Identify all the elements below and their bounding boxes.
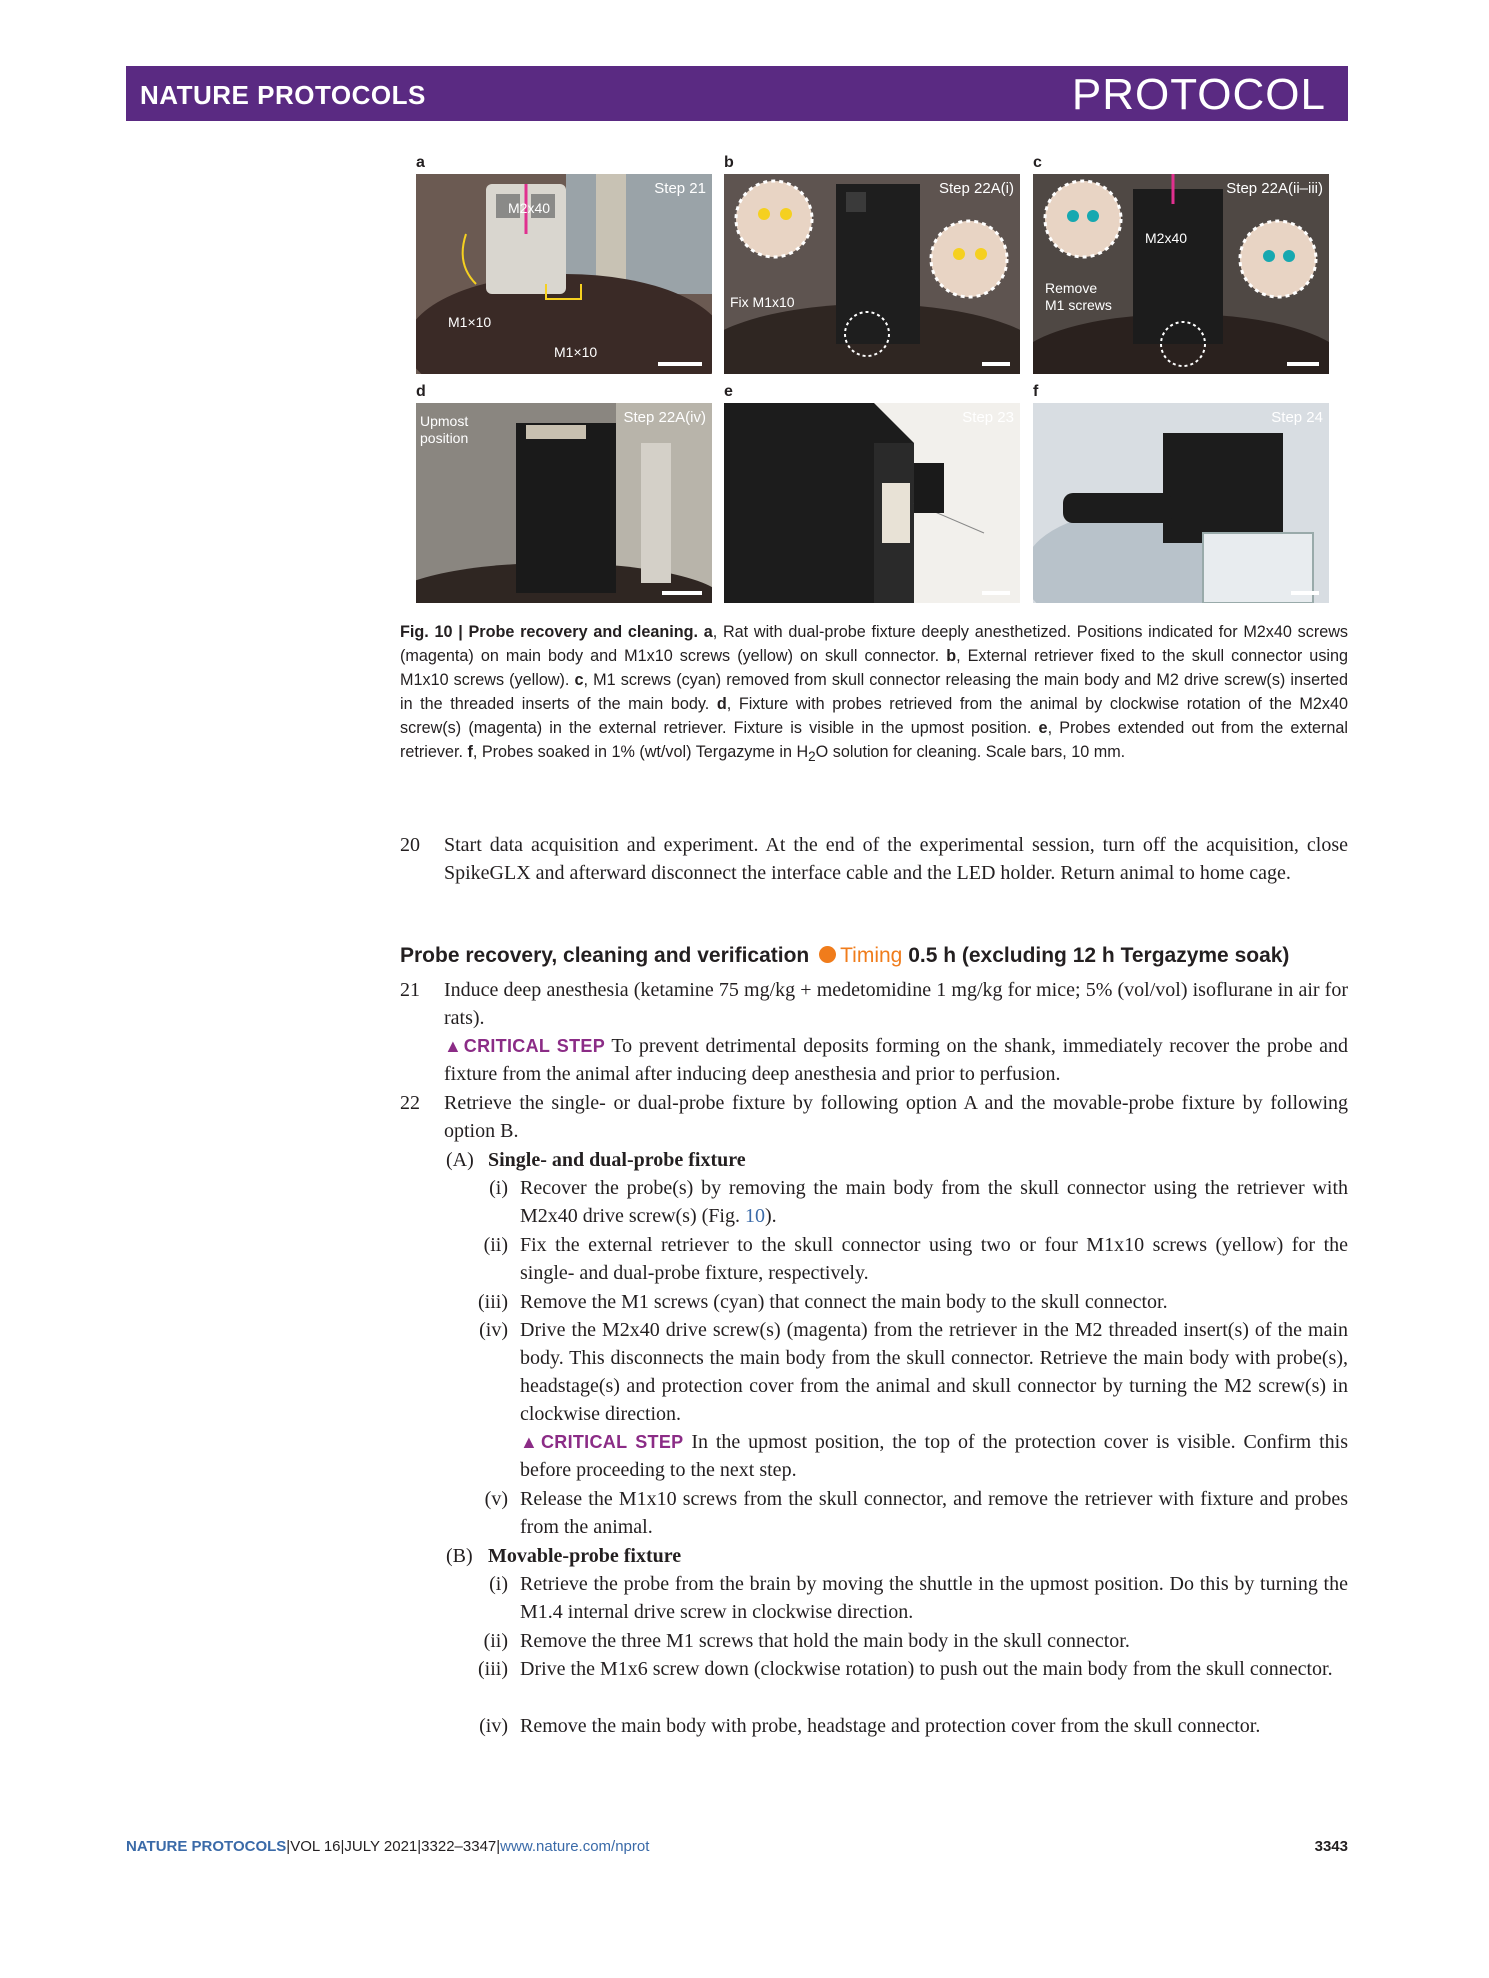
photo-panel-f — [1033, 403, 1329, 603]
label-remove: Remove — [1045, 280, 1098, 296]
option-a-v-text: Release the M1x10 screws from the skull connector, and remove the retriever with fixture and probes from the animal. — [520, 1488, 1348, 1538]
option-b-iv-num: (iv) — [479, 1715, 508, 1737]
footer-url-link[interactable]: www.nature.com/nprot — [500, 1838, 650, 1855]
option-a-iv-critical — [520, 1428, 1348, 1484]
caption-letter-b: b — [946, 647, 957, 665]
critical-step-label-22: ▲CRITICAL STEP — [520, 1432, 684, 1452]
option-a-i-text-1: Recover the probe(s) by removing the main body from the skull connector using the retriever with M2x40 drive screw(s) (Fig. — [520, 1177, 1348, 1227]
label-m2x40-c: M2x40 — [1145, 230, 1188, 246]
option-a-iii-num: (iii) — [478, 1291, 508, 1313]
timing-value: 0.5 h (excluding 12 h Tergazyme soak) — [908, 944, 1290, 967]
footer-date: JULY 2021 — [344, 1838, 418, 1855]
option-a-title: Single- and dual-probe fixture — [488, 1149, 746, 1171]
panel-letter-c: c — [1033, 154, 1042, 171]
timing-icon — [819, 946, 836, 963]
journal-name: NATURE PROTOCOLS — [140, 80, 426, 110]
label-m2x40-a: M2x40 — [508, 200, 551, 216]
option-a-v-num: (v) — [484, 1488, 508, 1510]
caption-letter-d: d — [716, 695, 727, 713]
footer-sep-2: | — [340, 1838, 345, 1855]
step-label-e: Step 23 — [962, 409, 1014, 426]
caption-letter-f: f — [467, 743, 473, 761]
scale-bar-a — [658, 362, 702, 366]
option-b-ii-num: (ii) — [483, 1630, 508, 1652]
figure-reference-link[interactable]: 10 — [744, 1205, 765, 1227]
scale-bar-d — [662, 591, 702, 595]
caption-subscript: 2 — [808, 749, 816, 765]
caption-text-c: , M1 screws (cyan) removed from skull connector releasing the main body and M2 drive screw(s) inserted in the threaded inserts of the main body. — [400, 671, 1348, 713]
timing-label: Timing — [840, 944, 903, 967]
step-21-critical — [444, 1032, 1348, 1088]
caption-letter-a: a — [703, 623, 713, 641]
option-a-label: (A) — [446, 1149, 474, 1171]
figure-caption — [400, 620, 1348, 769]
option-b-label: (B) — [446, 1545, 473, 1567]
caption-letter-c: c — [574, 671, 584, 689]
option-b-iii-num: (iii) — [478, 1658, 508, 1680]
section-title: Probe recovery, cleaning and verification — [400, 944, 810, 967]
option-b-ii-text: Remove the three M1 screws that hold the main body in the skull connector. — [520, 1630, 1130, 1652]
caption-text-a: , Rat with dual-probe fixture deeply anesthetized. Positions indicated for M2x40 screws (magenta) on main body and M1x10 screws (yellow) on skull connector. — [400, 623, 1348, 665]
option-a-i-text — [520, 1174, 1348, 1230]
step-label-b: Step 22A(i) — [938, 180, 1014, 197]
option-b-title: Movable-probe fixture — [488, 1545, 682, 1567]
header-banner — [126, 66, 1348, 121]
panel-letter-f: f — [1033, 383, 1039, 400]
caption-text-f1: , Probes soaked in 1% (wt/vol) Tergazyme in H — [472, 743, 809, 761]
caption-text-d: , Fixture with probes retrieved from the animal by clockwise rotation of the M2x40 screw(s) (magenta) in the external retriever. Fixture is visible in the upmost position. — [400, 695, 1349, 737]
footer-journal: NATURE PROTOCOLS — [126, 1838, 287, 1855]
caption-letter-e: e — [1038, 719, 1048, 737]
step-20-text: Start data acquisition and experiment. At the end of the experimental session, turn off the acquisition, close SpikeGLX and afterward disconnect the interface cable and the LED holder. Return animal to home cage. — [444, 834, 1348, 884]
caption-text-e: , Probes extended out from the external retriever. — [400, 719, 1348, 761]
footer-sep-3: | — [417, 1838, 422, 1855]
step-label-a: Step 21 — [654, 180, 706, 197]
step-label-c: Step 22A(ii–iii) — [1226, 180, 1323, 197]
photo-panel-c — [1033, 174, 1329, 374]
footer-pages: 3322–3347 — [421, 1838, 497, 1855]
option-b-iii-text: Drive the M1x6 screw down (clockwise rotation) to push out the main body from the skull connector. — [520, 1658, 1333, 1680]
label-m1-screws: M1 screws — [1045, 297, 1112, 313]
step-label-d: Step 22A(iv) — [623, 409, 706, 426]
panel-letter-b: b — [724, 154, 734, 171]
scale-bar-e — [982, 591, 1010, 595]
critical-step-label-21: ▲CRITICAL STEP — [444, 1036, 606, 1056]
photo-panel-d — [416, 403, 712, 603]
caption-text-b: , External retriever fixed to the skull connector using M1x10 screws (yellow). — [400, 647, 1349, 689]
option-a-iii-text: Remove the M1 screws (cyan) that connect the main body to the skull connector. — [520, 1291, 1168, 1313]
scale-bar-b — [982, 362, 1010, 366]
footer-sep-1: | — [286, 1838, 291, 1855]
critical-step-text-22: In the upmost position, the top of the protection cover is visible. Confirm this before proceeding to the next step. — [520, 1431, 1348, 1481]
step-number-21: 21 — [400, 979, 420, 1001]
option-a-iv-num: (iv) — [479, 1319, 508, 1341]
option-b-i-text: Retrieve the probe from the brain by moving the shuttle in the upmost position. Do this by turning the M1.4 internal drive screw in clockwise direction. — [520, 1573, 1348, 1623]
option-a-ii-num: (ii) — [483, 1234, 508, 1256]
panel-letter-e: e — [724, 383, 733, 400]
panel-letter-a: a — [416, 154, 425, 171]
step-label-f: Step 24 — [1271, 409, 1323, 426]
option-a-iv-text: Drive the M2x40 drive screw(s) (magenta) from the retriever in the M2 threaded insert(s) of the main body. This disconnects the main body from the skull connector. Retrieve the main body with probe(s), headstage(s) and protection cover from the animal and skull connector by turning the M2 screw(s) in clockwise direction. — [520, 1319, 1348, 1425]
caption-fig-label: Fig. 10 | Probe recovery and cleaning. — [400, 623, 698, 641]
footer-sep-4: | — [496, 1838, 501, 1855]
label-m1x10-left: M1×10 — [448, 314, 492, 330]
option-a-ii-text: Fix the external retriever to the skull connector using two or four M1x10 screws (yellow) for the single- and dual-probe fixture, respectively. — [520, 1234, 1348, 1284]
scale-bar-f — [1291, 591, 1319, 595]
step-21-text: Induce deep anesthesia (ketamine 75 mg/kg + medetomidine 1 mg/kg for mice; 5% (vol/vol) isoflurane in air for rats). — [444, 979, 1348, 1029]
critical-step-text-21: To prevent detrimental deposits forming on the shank, immediately recover the probe and fixture from the animal after inducing deep anesthesia and prior to perfusion. — [444, 1035, 1349, 1085]
step-22-text: Retrieve the single- or dual-probe fixture by following option A and the movable-probe fixture by following option B. — [444, 1092, 1348, 1142]
panel-letter-d: d — [416, 383, 426, 400]
step-number-22: 22 — [400, 1092, 420, 1114]
photo-panel-a — [416, 174, 712, 374]
caption-text-f2: O solution for cleaning. Scale bars, 10 mm. — [815, 743, 1126, 761]
photo-panel-e — [724, 403, 1020, 603]
label-m1x10-bottom: M1×10 — [554, 344, 598, 360]
option-a-i-num: (i) — [489, 1177, 508, 1199]
label-fix-m1x10: Fix M1x10 — [730, 294, 795, 310]
option-b-iv-text: Remove the main body with probe, headstage and protection cover from the skull connector. — [520, 1715, 1261, 1737]
scale-bar-c — [1287, 362, 1319, 366]
footer-volume: VOL 16 — [290, 1838, 341, 1855]
photo-panel-b — [724, 174, 1020, 374]
article-type: PROTOCOL — [1071, 70, 1326, 119]
option-b-i-num: (i) — [489, 1573, 508, 1595]
label-upmost: Upmost — [420, 413, 469, 429]
label-position: position — [420, 430, 469, 446]
page-footer — [126, 1838, 649, 1855]
step-number-20: 20 — [400, 834, 420, 856]
option-a-i-text-2: ). — [764, 1205, 777, 1227]
page-number: 3343 — [1314, 1838, 1348, 1855]
section-heading — [400, 944, 1289, 968]
